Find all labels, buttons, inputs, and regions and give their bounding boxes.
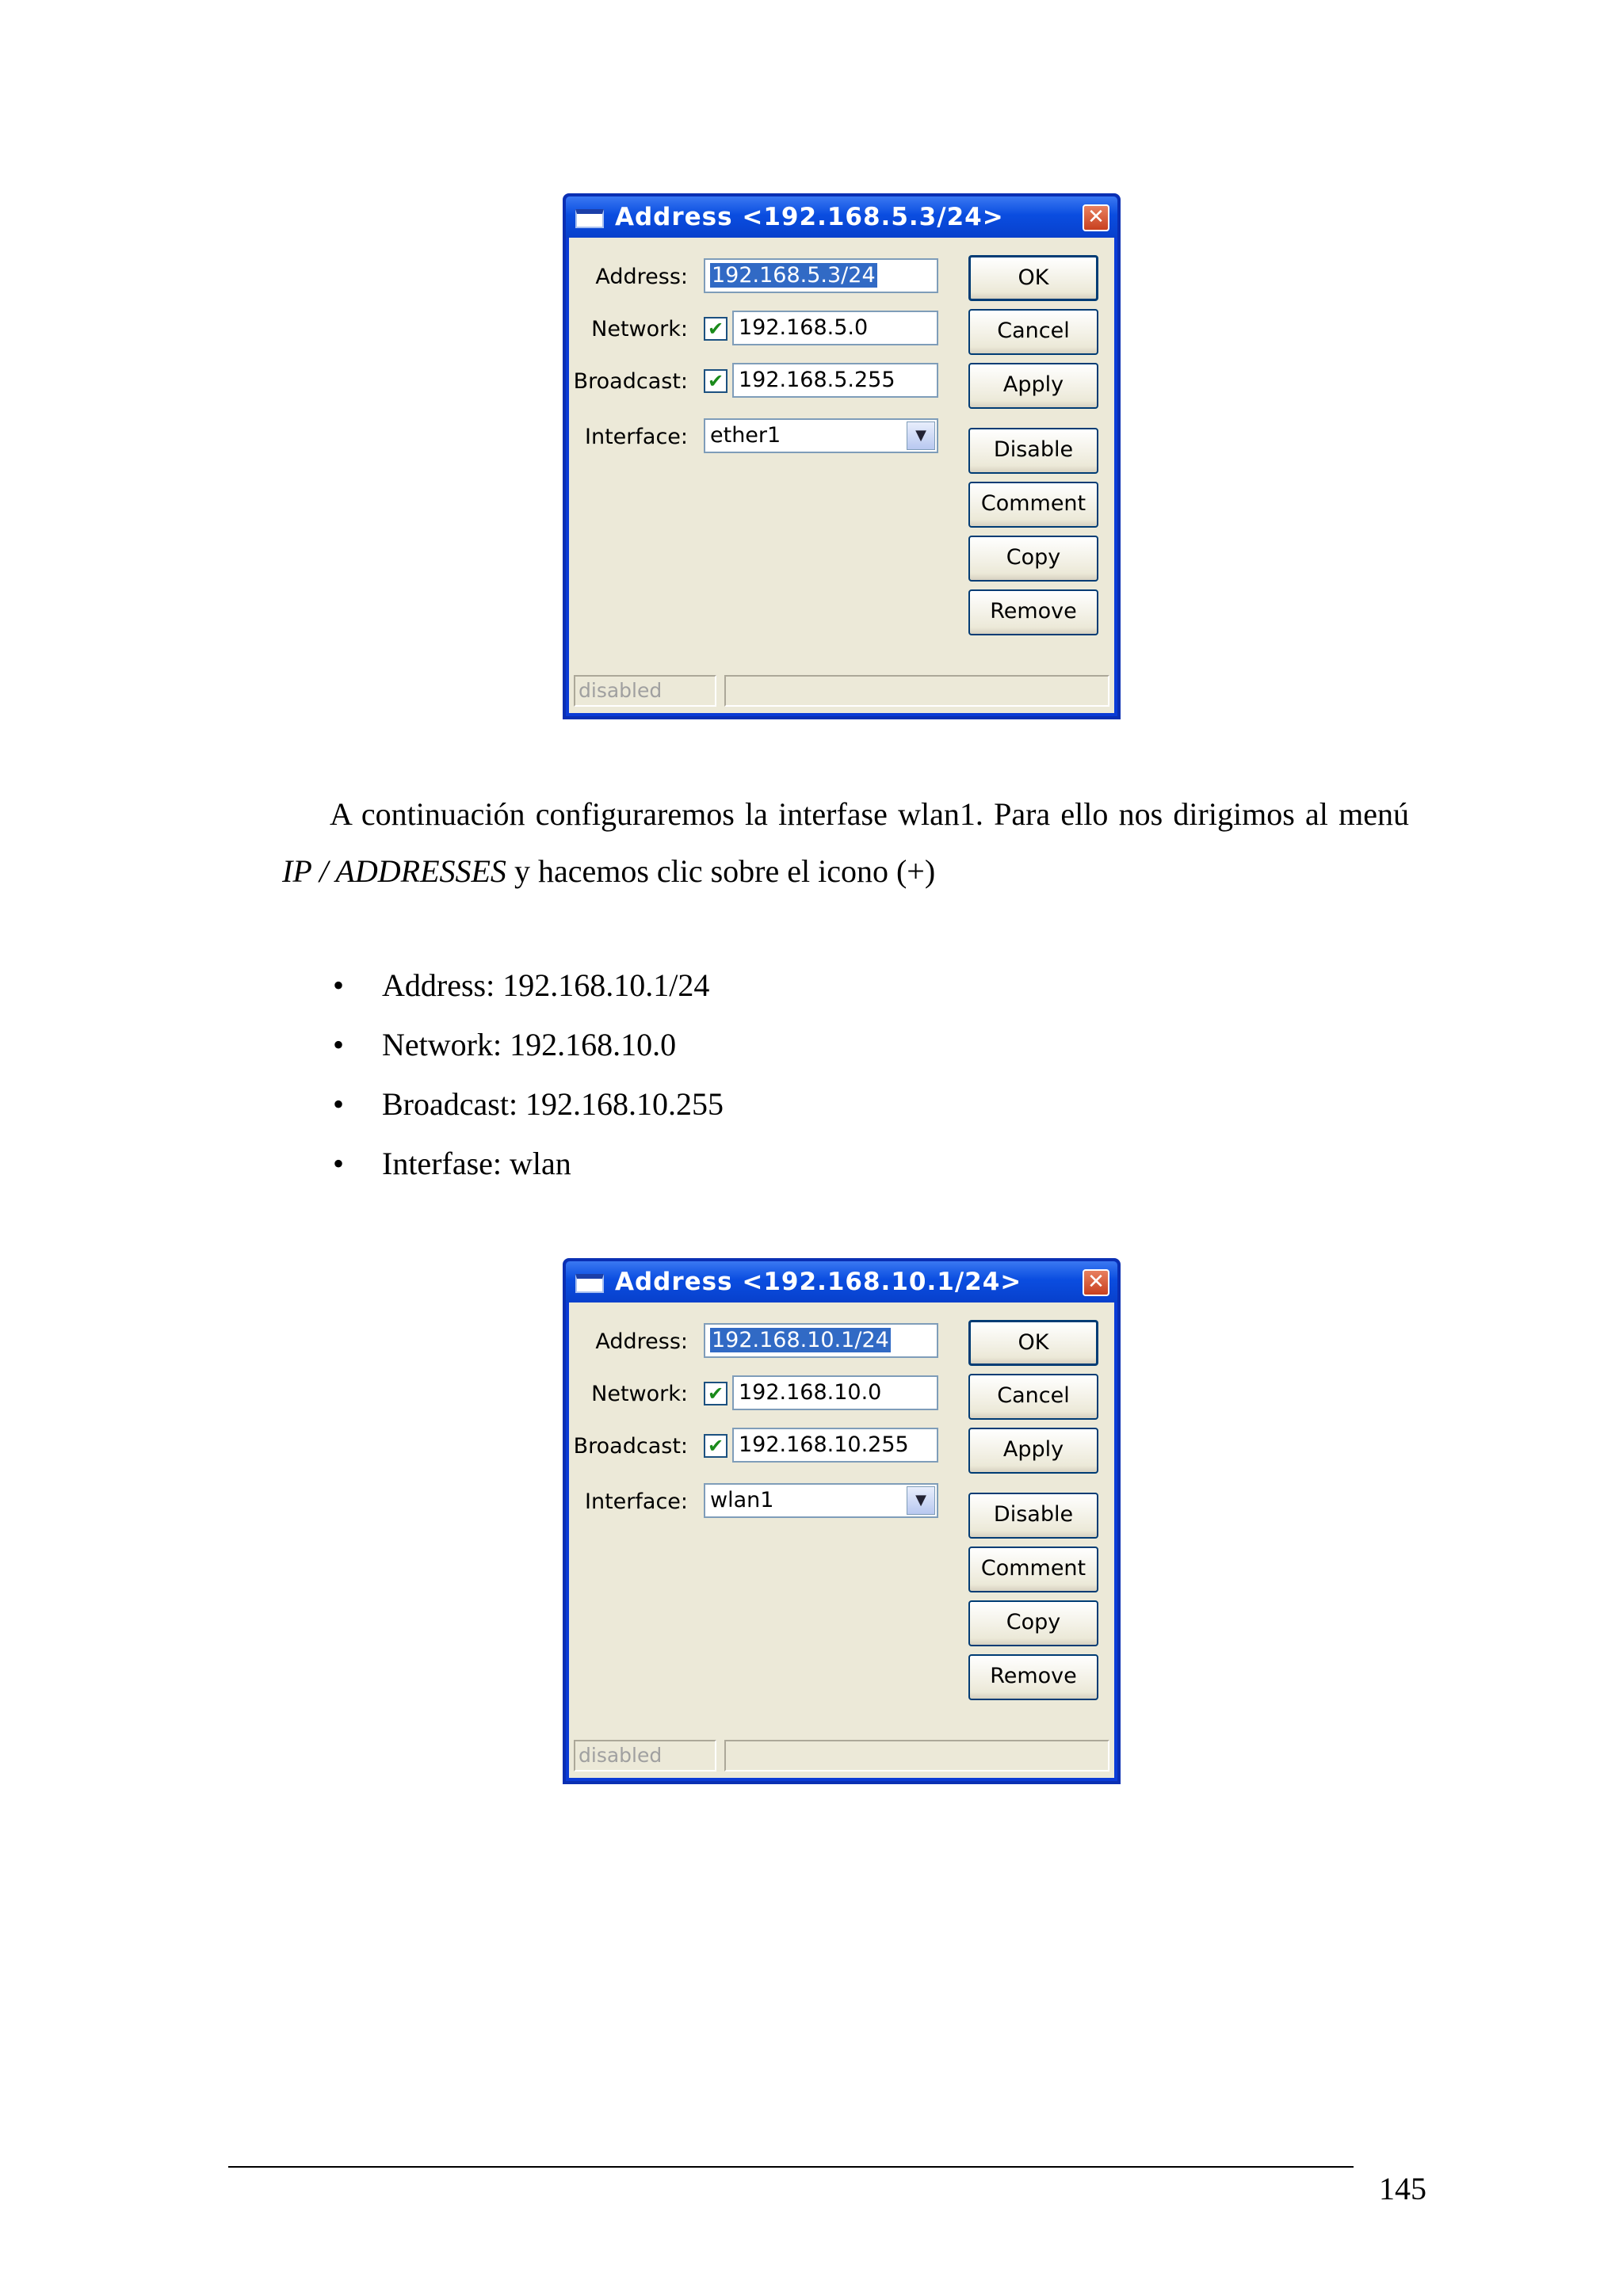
broadcast-input[interactable]: 192.168.5.255 bbox=[732, 363, 938, 398]
chevron-down-icon[interactable]: ▼ bbox=[907, 1486, 935, 1515]
status-cell-empty bbox=[724, 675, 1109, 707]
comment-button[interactable]: Comment bbox=[968, 482, 1098, 528]
network-checkbox[interactable]: ✔ bbox=[704, 317, 727, 341]
address-value: 192.168.10.1/24 bbox=[712, 1328, 889, 1352]
status-bar bbox=[574, 1740, 1109, 1772]
dialog-body bbox=[569, 238, 1114, 713]
footer-rule bbox=[228, 2166, 1354, 2168]
address-value: 192.168.5.3/24 bbox=[712, 263, 876, 288]
copy-button[interactable]: Copy bbox=[968, 536, 1098, 582]
network-checkbox[interactable]: ✔ bbox=[704, 1382, 727, 1405]
network-input[interactable]: 192.168.5.0 bbox=[732, 311, 938, 345]
body-paragraph bbox=[282, 786, 1409, 900]
paragraph-text: A continuación configuraremos la interfase wlan1. Para ello nos dirigimos al menú bbox=[330, 796, 1409, 832]
interface-label: Interface: bbox=[585, 1489, 688, 1514]
dialog-body bbox=[569, 1302, 1114, 1778]
window-title: Address <192.168.10.1/24> bbox=[615, 1268, 1022, 1296]
title-bar[interactable] bbox=[566, 1261, 1117, 1302]
ok-button[interactable]: OK bbox=[968, 1320, 1098, 1366]
interface-value: wlan1 bbox=[710, 1488, 774, 1512]
broadcast-checkbox[interactable]: ✔ bbox=[704, 1434, 727, 1458]
list-item: • Network: 192.168.10.0 bbox=[333, 1015, 724, 1074]
broadcast-label: Broadcast: bbox=[573, 1434, 688, 1459]
chevron-down-icon[interactable]: ▼ bbox=[907, 421, 935, 450]
interface-label: Interface: bbox=[585, 425, 688, 449]
status-cell-empty bbox=[724, 1740, 1109, 1772]
remove-button[interactable]: Remove bbox=[968, 589, 1098, 635]
cancel-button[interactable]: Cancel bbox=[968, 1374, 1098, 1420]
network-label: Network: bbox=[591, 1382, 688, 1406]
status-text: disabled bbox=[574, 675, 716, 707]
copy-button[interactable]: Copy bbox=[968, 1600, 1098, 1646]
window-icon bbox=[575, 1274, 604, 1293]
broadcast-input[interactable]: 192.168.10.255 bbox=[732, 1428, 938, 1463]
ok-button[interactable]: OK bbox=[968, 255, 1098, 301]
close-icon[interactable]: ✕ bbox=[1083, 204, 1109, 231]
address-dialog-1 bbox=[563, 193, 1121, 719]
address-dialog-2 bbox=[563, 1258, 1121, 1784]
window-title: Address <192.168.5.3/24> bbox=[615, 203, 1004, 231]
comment-button[interactable]: Comment bbox=[968, 1547, 1098, 1592]
network-label: Network: bbox=[591, 317, 688, 341]
cancel-button[interactable]: Cancel bbox=[968, 309, 1098, 355]
broadcast-label: Broadcast: bbox=[573, 369, 688, 394]
apply-button[interactable]: Apply bbox=[968, 363, 1098, 409]
address-input[interactable] bbox=[704, 258, 938, 293]
status-bar bbox=[574, 675, 1109, 707]
disable-button[interactable]: Disable bbox=[968, 1493, 1098, 1539]
network-input[interactable]: 192.168.10.0 bbox=[732, 1375, 938, 1410]
disable-button[interactable]: Disable bbox=[968, 428, 1098, 474]
settings-list bbox=[333, 955, 724, 1193]
status-text: disabled bbox=[574, 1740, 716, 1772]
menu-path: IP / ADDRESSES bbox=[282, 853, 506, 889]
list-item: • Address: 192.168.10.1/24 bbox=[333, 955, 724, 1015]
page-number: 145 bbox=[1379, 2171, 1426, 2206]
interface-value: ether1 bbox=[710, 423, 781, 448]
title-bar[interactable] bbox=[566, 196, 1117, 238]
list-item: • Interfase: wlan bbox=[333, 1134, 724, 1193]
apply-button[interactable]: Apply bbox=[968, 1428, 1098, 1474]
interface-select[interactable] bbox=[704, 418, 938, 453]
paragraph-text-end: y hacemos clic sobre el icono (+) bbox=[506, 853, 936, 889]
address-label: Address: bbox=[595, 1329, 688, 1354]
address-input[interactable] bbox=[704, 1323, 938, 1358]
broadcast-checkbox[interactable]: ✔ bbox=[704, 369, 727, 393]
remove-button[interactable]: Remove bbox=[968, 1654, 1098, 1700]
address-label: Address: bbox=[595, 265, 688, 289]
window-icon bbox=[575, 209, 604, 228]
close-icon[interactable]: ✕ bbox=[1083, 1269, 1109, 1296]
interface-select[interactable] bbox=[704, 1483, 938, 1518]
list-item: • Broadcast: 192.168.10.255 bbox=[333, 1074, 724, 1134]
